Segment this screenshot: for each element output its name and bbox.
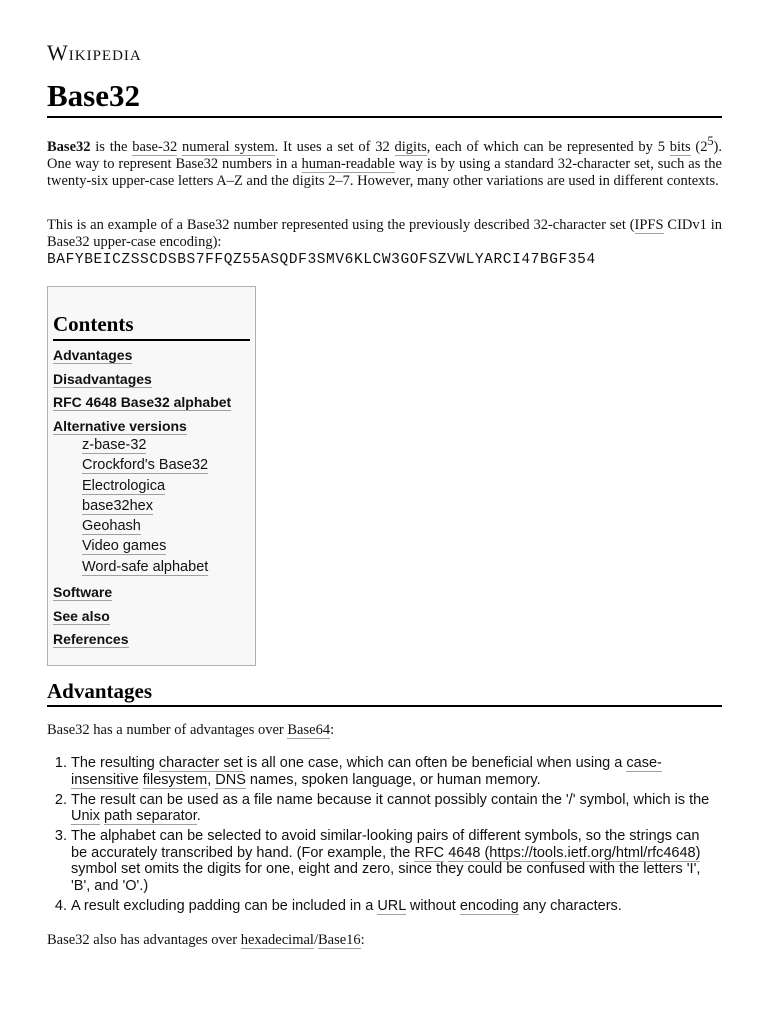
toc-item-references <box>53 631 250 648</box>
link-4648-https-tools-ietf-org-html-rfc4648[interactable]: 4648 (https://tools.ietf.org/html/rfc4648) <box>448 844 701 861</box>
link-unix[interactable]: Unix <box>71 808 101 824</box>
link-url[interactable]: URL <box>377 897 406 914</box>
link-path-separator[interactable]: path separator <box>104 808 197 824</box>
wikipedia-wordmark[interactable]: Wikipedia <box>47 40 142 65</box>
toc-link-geohash[interactable]: Geohash <box>82 518 141 535</box>
example-code: BAFYBEICZSSCDSBS7FFQZ55ASQDF3SMV6KLCW3GOFSZVWLYARCI47BGF354 <box>47 252 596 268</box>
superscript: 5 <box>707 134 714 148</box>
toc-link-crockford-s-base32[interactable]: Crockford's Base32 <box>82 457 209 474</box>
link-filesystem[interactable]: filesystem <box>142 771 208 788</box>
example-text: This is an example of a Base32 number represented using the previously described 32-character set (IPFS CIDv1 in Base32 upper-case encoding): <box>47 217 723 250</box>
list-item: 2. The result can be used as a file name because it cannot possibly contain the '/' symbol, which is the Unix path separator. <box>71 792 719 825</box>
link-base-32[interactable]: base-32 <box>132 138 178 155</box>
text-span: CIDv1 in Base32 upper-case encoding): <box>47 217 723 250</box>
table-of-contents <box>47 286 256 666</box>
toc-title: Contents <box>53 311 250 341</box>
toc-subitem-electrologica <box>82 476 250 496</box>
toc-item-alternative-versions <box>53 418 250 578</box>
toc-link-base32hex[interactable]: base32hex <box>82 497 153 514</box>
advantages-more: Base32 also has advantages over hexadecimal/Base16: <box>47 932 365 948</box>
link-character-set[interactable]: character set <box>158 755 243 771</box>
list-item: 4. A result excluding padding can be included in a URL without encoding any characters. <box>71 898 719 915</box>
toc-item-disadvantages <box>53 371 250 388</box>
page-title: Base32 <box>47 76 722 118</box>
list-item: 1. The resulting character set is all one case, which can often be beneficial when using a case-insensitive filesystem, DNS names, spoken language, or human memory. <box>71 755 719 788</box>
link-case-insensitive[interactable]: case-insensitive <box>71 755 662 788</box>
link-digits[interactable]: digits <box>394 138 427 155</box>
link-ipfs[interactable]: IPFS <box>634 217 664 233</box>
link-human-readable[interactable]: human-readable <box>301 155 395 172</box>
toc-link-video-games[interactable]: Video games <box>82 538 167 555</box>
toc-item-software <box>53 584 250 601</box>
toc-subitem-geohash <box>82 516 250 536</box>
link-bits[interactable]: bits <box>669 138 691 155</box>
toc-link-word-safe-alphabet[interactable]: Word-safe alphabet <box>82 558 209 575</box>
toc-link-electrologica[interactable]: Electrologica <box>82 477 166 494</box>
advantages-list <box>47 755 719 918</box>
toc-list <box>53 347 250 648</box>
toc-sublist <box>53 435 250 577</box>
toc-link-software[interactable]: Software <box>53 584 113 601</box>
toc-item-see-also <box>53 608 250 625</box>
toc-subitem-video-games <box>82 536 250 556</box>
toc-subitem-crockford-s-base32 <box>82 455 250 475</box>
toc-subitem-word-safe-alphabet <box>82 557 250 577</box>
toc-link-z-base-32[interactable]: z-base-32 <box>82 437 147 453</box>
example-paragraph <box>47 217 722 269</box>
toc-link-references[interactable]: References <box>53 631 129 648</box>
toc-subitem-z-base-32 <box>82 435 250 455</box>
toc-link-disadvantages[interactable]: Disadvantages <box>53 370 152 387</box>
list-item: 3. The alphabet can be selected to avoid similar-looking pairs of different symbols, so the strings can be accurately transcribed by hand. (For example, the RFC 4648 (https://tools.ietf.org/html/rfc4648) symbol set omits the digits for one, eight and zero, since they could be confused with the letters 'I', 'B', and 'O'.) <box>71 828 719 894</box>
toc-link-see-also[interactable]: See also <box>53 607 110 624</box>
toc-link-alternative-versions[interactable]: Alternative versions <box>53 417 187 434</box>
link-encoding[interactable]: encoding <box>459 897 519 914</box>
toc-item-advantages <box>53 347 250 364</box>
link-base64[interactable]: Base64 <box>287 722 331 738</box>
toc-item-rfc-4648-base32-alphabet <box>53 394 250 411</box>
link-base16[interactable]: Base16 <box>317 932 361 948</box>
toc-link-rfc-4648-base32-alphabet[interactable]: RFC 4648 Base32 alphabet <box>53 394 232 410</box>
toc-link-advantages[interactable]: Advantages <box>53 347 133 363</box>
link-dns[interactable]: DNS <box>215 771 246 788</box>
link-hexadecimal[interactable]: hexadecimal <box>240 932 314 948</box>
intro-paragraph: Base32 is the base-32 numeral system. It uses a set of 32 digits, each of which can be represented by 5 bits $(2^5)$. One way to represent Base32 numbers in a human-readable way is by using a standard 32-character set, such as the twenty-six upper-case letters A–Z and the digits 2–7. However, many other variations are used in different contexts. <box>47 134 723 189</box>
toc-subitem-base32hex <box>82 496 250 516</box>
section-heading-advantages: Advantages <box>47 678 722 707</box>
link-numeral-system[interactable]: numeral system <box>182 138 275 155</box>
advantages-intro: Base32 has a number of advantages over Base64: <box>47 722 335 738</box>
link-rfc[interactable]: RFC <box>414 844 445 861</box>
bold-term: Base32 <box>47 138 91 155</box>
